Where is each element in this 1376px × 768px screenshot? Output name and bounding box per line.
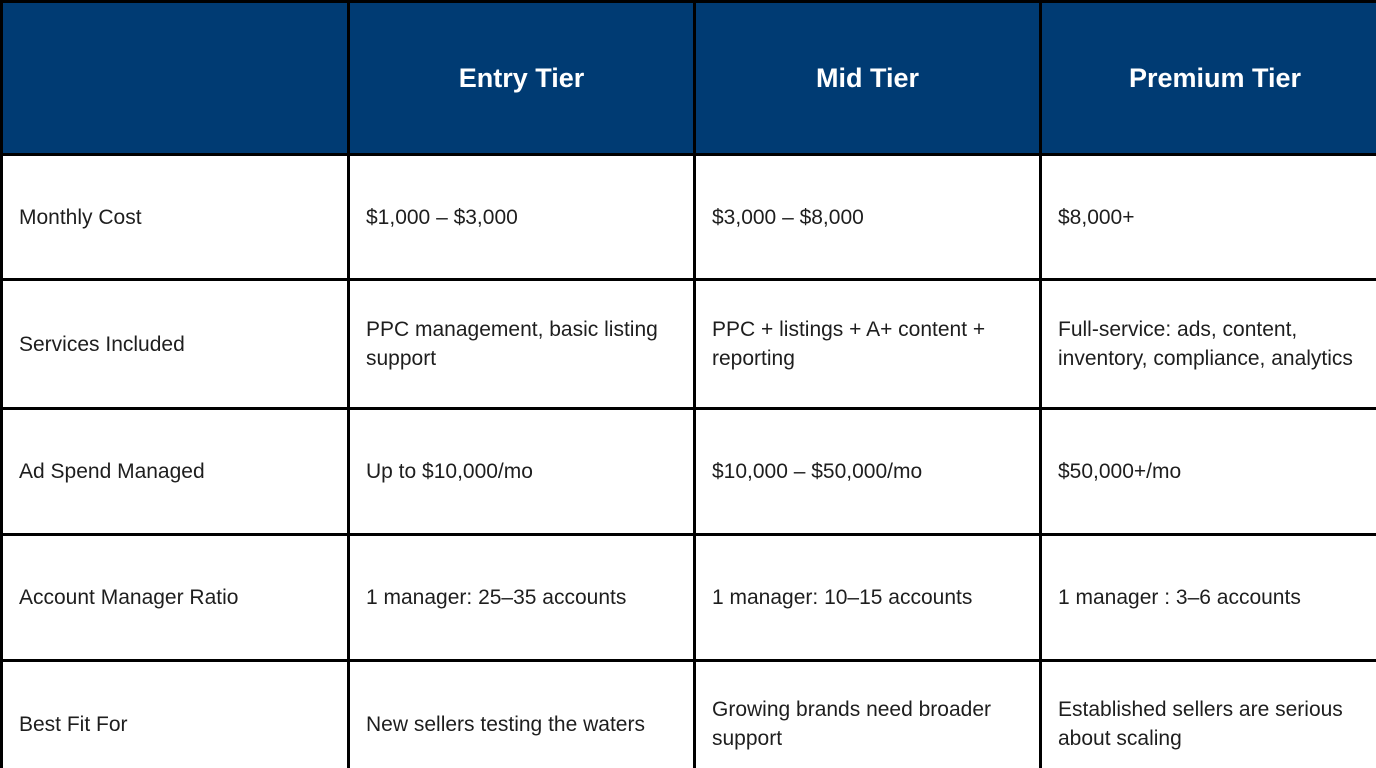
row-label-best-fit-for bbox=[3, 662, 347, 768]
column-header-label: Premium Tier bbox=[1128, 62, 1302, 93]
row-label: Services Included bbox=[19, 332, 185, 356]
table-cell bbox=[350, 662, 693, 768]
cell-value: Full-service: ads, content, inventory, compliance, analytics bbox=[1058, 318, 1353, 370]
header-corner-cell bbox=[3, 3, 347, 153]
cell-value: New sellers testing the waters bbox=[366, 712, 645, 736]
table-cell bbox=[696, 156, 1039, 278]
row-label-ad-spend-managed bbox=[3, 410, 347, 533]
table-cell bbox=[350, 410, 693, 533]
column-header-label: Mid Tier bbox=[815, 62, 920, 93]
cell-value: Up to $10,000/mo bbox=[366, 460, 533, 483]
row-label: Account Manager Ratio bbox=[19, 586, 239, 609]
row-label-monthly-cost bbox=[3, 156, 347, 278]
cell-value: $50,000+/mo bbox=[1058, 460, 1182, 483]
cell-value: $10,000 – $50,000/mo bbox=[712, 460, 923, 483]
cell-value: PPC management, basic listing support bbox=[366, 318, 658, 370]
table-cell bbox=[696, 410, 1039, 533]
cell-value: $3,000 – $8,000 bbox=[712, 205, 864, 229]
row-label-account-manager-ratio bbox=[3, 536, 347, 659]
table-cell bbox=[696, 662, 1039, 768]
table-cell bbox=[350, 536, 693, 659]
cell-value: 1 manager : 3–6 accounts bbox=[1058, 586, 1301, 609]
cell-value: Growing brands need broader support bbox=[712, 698, 992, 750]
table-cell bbox=[1042, 281, 1376, 407]
row-label: Best Fit For bbox=[19, 712, 128, 736]
header-entry-tier bbox=[350, 3, 693, 153]
table-cell bbox=[1042, 156, 1376, 278]
cell-value: $8,000+ bbox=[1058, 205, 1135, 229]
header-premium-tier bbox=[1042, 3, 1376, 153]
table-cell bbox=[696, 281, 1039, 407]
table-cell bbox=[350, 281, 693, 407]
table-cell bbox=[1042, 536, 1376, 659]
row-label-services-included bbox=[3, 281, 347, 407]
cell-value: 1 manager: 10–15 accounts bbox=[712, 586, 973, 609]
table-cell bbox=[350, 156, 693, 278]
column-header-label: Entry Tier bbox=[458, 62, 585, 93]
header-mid-tier bbox=[696, 3, 1039, 153]
row-label: Ad Spend Managed bbox=[19, 460, 205, 483]
cell-value: PPC + listings + A+ content + reporting bbox=[712, 318, 986, 370]
row-label: Monthly Cost bbox=[19, 205, 142, 229]
cell-value: 1 manager: 25–35 accounts bbox=[366, 586, 627, 609]
cell-value: Established sellers are serious about scaling bbox=[1058, 698, 1343, 750]
table-cell bbox=[1042, 662, 1376, 768]
table-cell bbox=[696, 536, 1039, 659]
cell-value: $1,000 – $3,000 bbox=[366, 205, 518, 229]
table-cell bbox=[1042, 410, 1376, 533]
